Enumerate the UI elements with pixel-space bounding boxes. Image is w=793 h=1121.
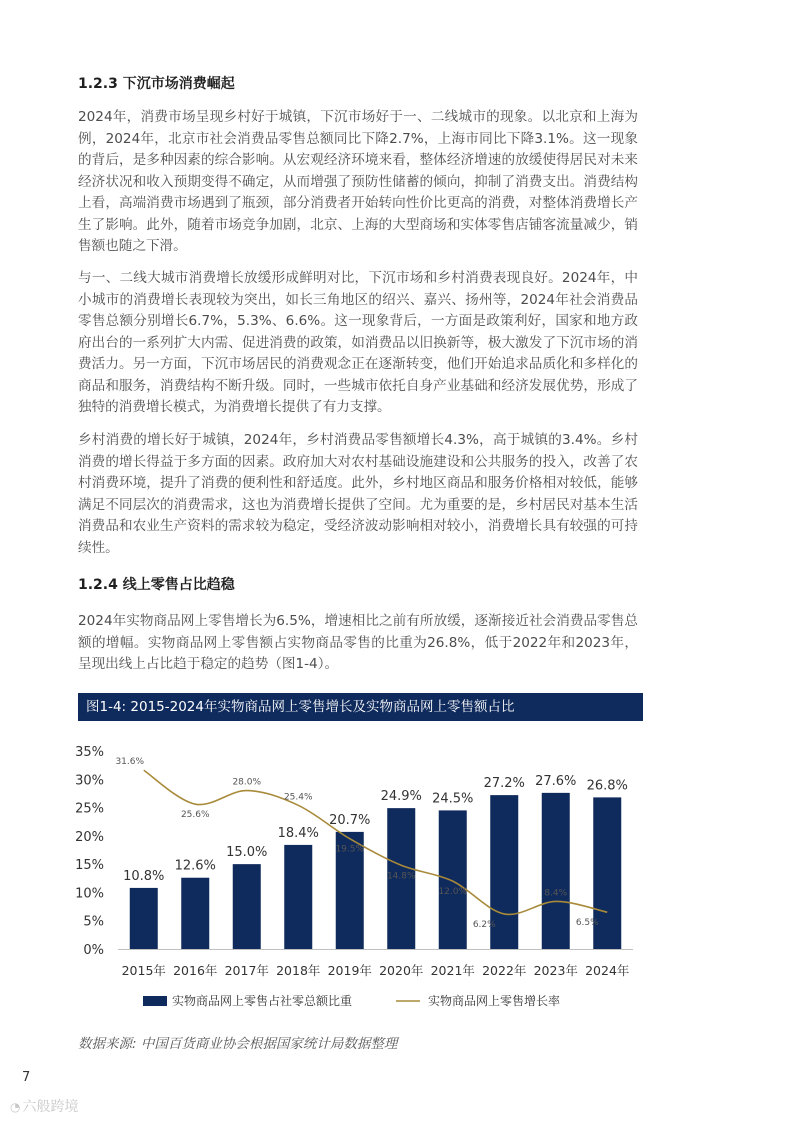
x-tick-label: 2017年	[224, 963, 269, 978]
legend-bar-label: 实物商品网上零售占社零总额比重	[172, 994, 353, 1008]
bar-value-label: 27.6%	[535, 773, 577, 789]
bar	[439, 810, 467, 949]
bar-value-label: 27.2%	[483, 776, 525, 792]
paragraph-1: 2024年，消费市场呈现乡村好于城镇，下沉市场好于一、二线城市的现象。以北京和上海为例，2024年，北京市社会消费品零售总额同比下降2.7%，上海市同比下降3.1%。这一现象的背后，是多种因素的综合影响。从宏观经济环境来看，整体经济增速的放缓使得居民对未来经济状况和收入预期变得不确定，从而增强了预防性储蓄的倾向，抑制了消费支出。消费结构上看，高端消费市场遇到了瓶颈，部分消费者开始转向性价比更高的消费，对整体消费增长产生了影响。此外，随着市场竞争加剧，北京、上海的大型商场和实体零售店铺客流量减少，销售额也随之下滑。	[78, 109, 638, 254]
bar-value-label: 15.0%	[226, 845, 268, 861]
bar-value-label: 10.8%	[123, 868, 165, 884]
bar-value-label: 12.6%	[174, 858, 216, 874]
line-value-label: 25.4%	[283, 792, 313, 803]
legend-bar-swatch	[143, 996, 167, 1006]
section-heading-1-2-3: 1.2.3 下沉市场消费崛起	[78, 76, 235, 92]
paragraph-3: 乡村消费的增长好于城镇，2024年，乡村消费品零售额增长4.3%，高于城镇的3.4%。乡村消费的增长得益于多方面的因素。政府加大对农村基础设施建设和公共服务的投入，改善了农村消费环境，提升了消费的便利性和舒适度。此外，乡村地区商品和服务价格相对较低，能够满足不同层次的消费需求，这也为消费增长提供了空间。尤为重要的是，乡村居民对基本生活消费品和农业生产资料的需求较为稳定，受经济波动影响相对较小，消费增长具有较强的可持续性。	[78, 432, 638, 556]
watermark-logo-icon: ◔	[10, 1100, 21, 1114]
x-axis	[118, 950, 633, 979]
line-value-label: 19.5%	[335, 844, 365, 855]
x-tick-label: 2016年	[173, 963, 218, 978]
x-tick-label: 2024年	[585, 963, 630, 978]
x-tick-label: 2022年	[482, 963, 527, 978]
bar	[130, 888, 158, 949]
x-tick-label: 2020年	[379, 963, 424, 978]
line-value-label: 14.8%	[386, 871, 416, 882]
line-value-label: 28.0%	[232, 777, 262, 788]
bar	[284, 845, 312, 949]
bar-value-label: 24.9%	[380, 789, 422, 805]
y-tick-label: 15%	[75, 858, 104, 874]
x-tick-label: 2018年	[276, 963, 321, 978]
bar-value-label: 18.4%	[277, 825, 319, 841]
bar-value-label: 24.5%	[432, 791, 474, 807]
growth-line	[144, 770, 608, 914]
page-number: 7	[22, 1070, 31, 1085]
paragraph-4: 2024年实物商品网上零售增长为6.5%，增速相比之前有所放缓，逐渐接近社会消费品零售总额的增幅。实物商品网上零售额占实物商品零售的比重为26.8%，低于2022年和2023年，呈现出线上占比趋于稳定的趋势（图1-4）。	[78, 613, 638, 672]
data-source: 数据来源: 中国百货商业协会根据国家统计局数据整理	[78, 1036, 398, 1052]
y-tick-label: 30%	[75, 773, 104, 789]
legend-line-label: 实物商品网上零售增长率	[428, 994, 561, 1008]
x-tick-label: 2015年	[121, 963, 166, 978]
y-tick-label: 0%	[83, 943, 104, 958]
line-value-label: 8.4%	[544, 888, 568, 899]
line-value-label: 6.2%	[472, 919, 496, 930]
y-tick-label: 35%	[75, 745, 104, 760]
bar	[181, 878, 209, 949]
bar	[542, 793, 570, 949]
bar	[233, 864, 261, 949]
y-axis	[75, 745, 104, 958]
line-value-label: 25.6%	[180, 810, 210, 821]
section-heading-1-2-4: 1.2.4 线上零售占比趋稳	[78, 577, 235, 593]
y-tick-label: 25%	[75, 801, 104, 817]
y-tick-label: 10%	[75, 886, 104, 902]
line-value-label: 6.5%	[575, 918, 599, 929]
watermark: ◔ 六般跨境	[10, 1099, 79, 1115]
line-value-label: 31.6%	[115, 757, 145, 768]
bar-value-label: 26.8%	[586, 778, 628, 794]
chart-title-banner: 图1-4: 2015-2024年实物商品网上零售增长及实物商品网上零售额占比	[78, 693, 643, 721]
chart	[75, 730, 643, 1025]
x-tick-label: 2021年	[430, 963, 475, 978]
x-tick-label: 2023年	[533, 963, 578, 978]
paragraph-2: 与一、二线大城市消费增长放缓形成鲜明对比，下沉市场和乡村消费表现良好。2024年，中小城市的消费增长表现较为突出，如长三角地区的绍兴、嘉兴、扬州等，2024年社会消费品零售总额分别增长6.7%，5.3%、6.6%。这一现象背后，一方面是政策利好，国家和地方政府出台的一系列扩大内需、促进消费的政策，如消费品以旧换新等，极大激发了下沉市场的消费活力。另一方面，下沉市场居民的消费观念正在逐渐转变，他们开始追求品质化和多样化的商品和服务，消费结构不断升级。同时，一些城市依托自身产业基础和经济发展优势，形成了独特的消费增长模式，为消费增长提供了有力支撑。	[78, 270, 638, 415]
y-tick-label: 5%	[83, 914, 104, 930]
line-value-label: 12.0%	[438, 887, 468, 898]
x-tick-label: 2019年	[327, 963, 372, 978]
legend	[143, 993, 560, 1008]
bar-value-label: 20.7%	[329, 812, 371, 828]
y-tick-label: 20%	[75, 829, 104, 845]
